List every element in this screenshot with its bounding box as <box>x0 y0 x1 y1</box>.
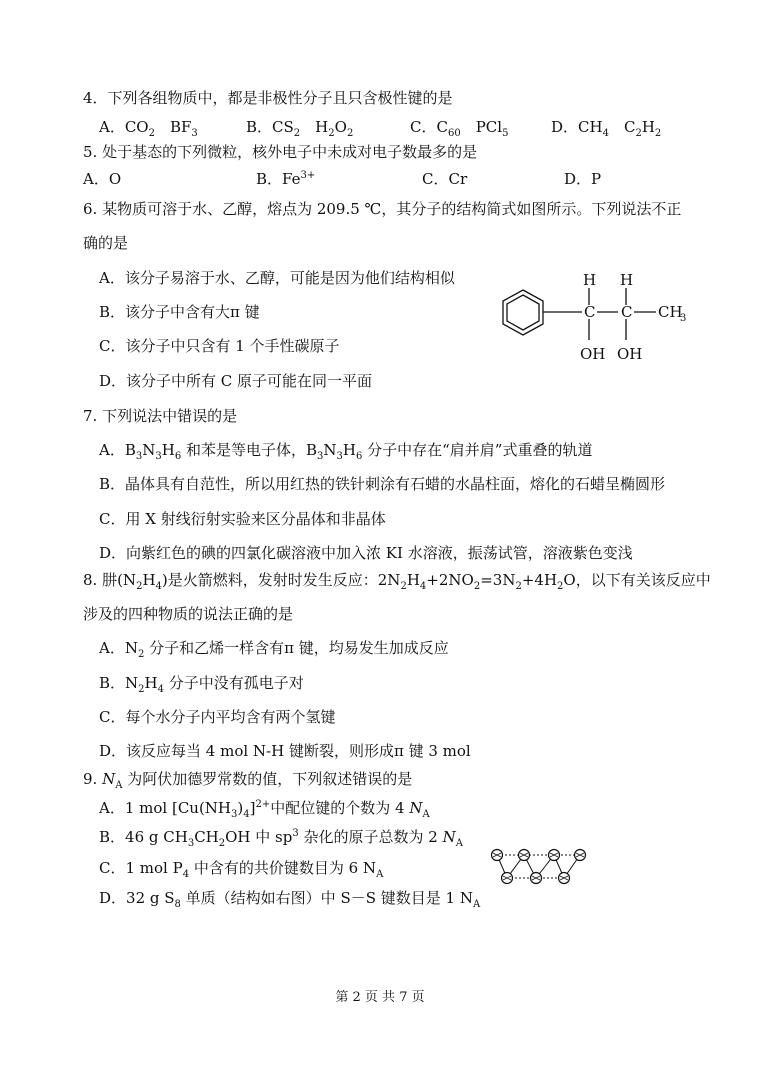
oh-label-1: OH <box>580 345 606 363</box>
q7-option-a: A．$B_3N_3H_6$ 和苯是等电子体，$B_3N_3H_6$ 分子中存在“肩并肩”式重叠的轨道 <box>99 441 593 462</box>
q8-option-b: B．$N_2H_4$ 分子中没有孤电子对 <box>99 674 304 695</box>
q6-option-d: D．该分子中所有 C 原子可能在同一平面 <box>99 372 373 390</box>
q7-option-b: B．晶体具有自范性，所以用红热的铁针刺涂有石蜡的水晶柱面，熔化的石蜡呈椭圆形 <box>99 475 666 493</box>
q8-stem-line2: 涉及的四种物质的说法正确的是 <box>83 605 294 623</box>
q5-option-c: C．Cr <box>422 170 468 188</box>
ch3-label: CH <box>658 303 683 321</box>
h-atom-label-1: H <box>583 271 597 289</box>
q4-option-b: B．$CS_2$ $H_2O_2$ <box>246 118 354 139</box>
q6-stem-line1: 6. 某物质可溶于水、乙醇，熔点为 209.5 ℃，其分子的结构简式如图所示。下列说法不正 <box>83 200 682 218</box>
q8-option-c: C．每个水分子内平均含有两个氢键 <box>99 708 336 726</box>
q5-stem: 5. 处于基态的下列微粒，核外电子中未成对电子数最多的是 <box>83 143 478 161</box>
q6-stem-line2: 确的是 <box>83 234 129 252</box>
q6-option-c: C．该分子中只含有 1 个手性碳原子 <box>99 337 340 355</box>
q8-stem-line1: 8. 肼$(N_2H_4)$是火箭燃料，发射时发生反应：$2N_2H_4+2NO_2=3N_2+4H_2O$，以下有关该反应中 <box>83 571 711 592</box>
c-atom-label-2: C <box>621 303 633 321</box>
q4-option-c: C．$C_{60}$ PCl$_5$ <box>410 118 509 139</box>
q4-option-a: A．$CO_2$ $BF_3$ <box>99 118 198 139</box>
s8-ring-structure-diagram <box>484 842 594 890</box>
q9-stem: 9. $N_A$ 为阿伏加德罗常数的值，下列叙述错误的是 <box>83 770 413 791</box>
benzene-inner-ring <box>507 295 539 330</box>
q9-option-b: B．46 g $CH_3CH_2OH$ 中 $sp^3$ 杂化的原子总数为 2 $N_A$ <box>99 828 463 849</box>
q5-option-a: A．O <box>83 170 122 188</box>
c-atom-label-1: C <box>584 303 596 321</box>
q7-option-c: C．用 X 射线衍射实验来区分晶体和非晶体 <box>99 510 386 528</box>
q9-option-a: A．1 mol $[Cu(NH_3)_4]^{2+}$中配位键的个数为 4 $N_A$ <box>99 799 430 820</box>
q7-option-d: D．向紫红色的碘的四氯化碳溶液中加入浓 KI 水溶液，振荡试管，溶液紫色变浅 <box>99 544 633 562</box>
q7-stem: 7. 下列说法中错误的是 <box>83 407 238 425</box>
q6-option-a: A．该分子易溶于水、乙醇，可能是因为他们结构相似 <box>99 269 455 287</box>
page-footer: 第 2 页 共 7 页 <box>335 990 425 1005</box>
q8-option-d: D．该反应每当 4 mol N-H 键断裂，则形成π 键 3 mol <box>99 742 471 760</box>
q5-option-b: B．$Fe^{3+}$ <box>256 170 316 188</box>
h-atom-label-2: H <box>620 271 634 289</box>
q5-option-d: D．P <box>564 170 602 188</box>
molecule-structure-diagram <box>498 268 698 368</box>
ch3-subscript: 3 <box>680 313 687 324</box>
benzene-ring <box>503 290 543 335</box>
q4-option-d: D．$CH_4$ $C_2H_2$ <box>551 118 662 139</box>
oh-label-2: OH <box>617 345 643 363</box>
q6-option-b: B．该分子中含有大π 键 <box>99 303 260 321</box>
q8-option-a: A．$N_2$ 分子和乙烯一样含有π 键，均易发生加成反应 <box>99 639 449 660</box>
q4-stem: 4．下列各组物质中，都是非极性分子且只含极性键的是 <box>83 89 453 107</box>
q9-option-d: D．32 g $S_8$ 单质（结构如右图）中 S－S 键数目是 1 $N_A$ <box>99 889 481 910</box>
q9-option-c: C．1 mol $P_4$ 中含有的共价键数目为 6 $N_A$ <box>99 859 384 880</box>
